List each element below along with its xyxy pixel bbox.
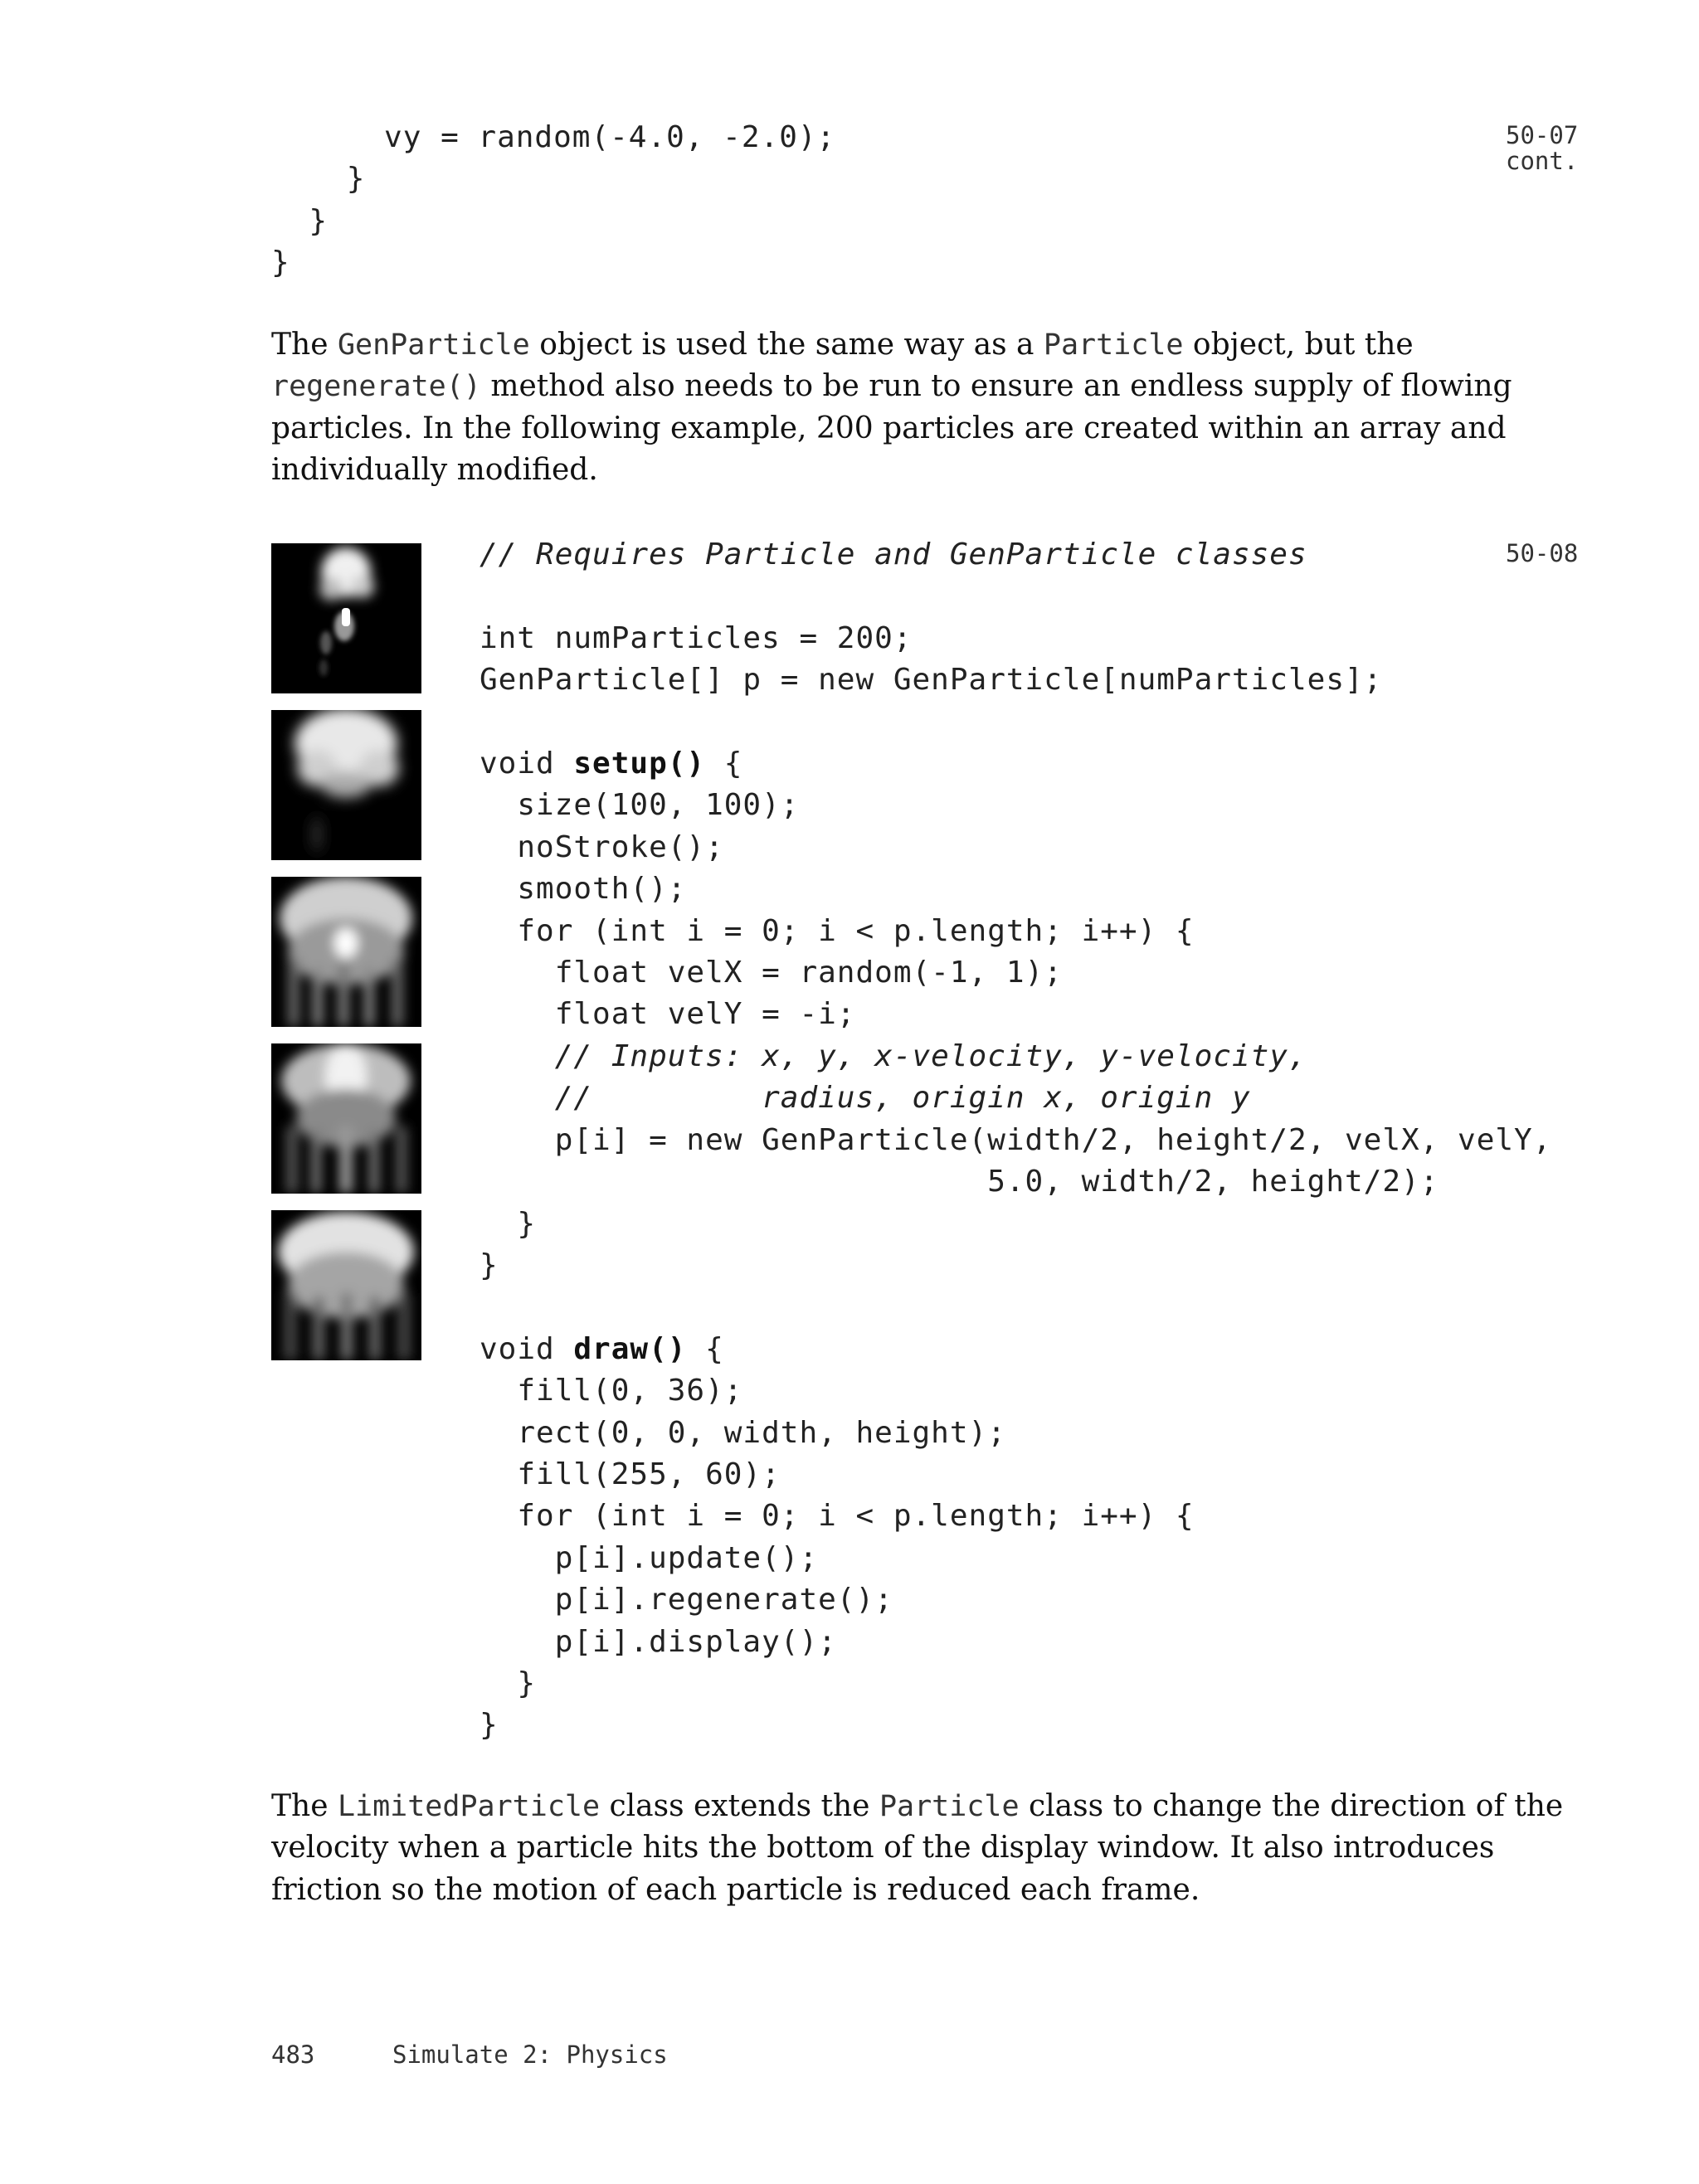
setup-function-name: setup() (573, 747, 706, 781)
draw-function-name: draw() (573, 1331, 687, 1366)
section-title: Simulate 2: Physics (392, 2041, 668, 2069)
inline-code-limitedparticle: LimitedParticle (337, 1790, 601, 1823)
paragraph-limitedparticle: The LimitedParticle class extends the Particle class to change the direction of the velocity when a particle hits the bottom of the display window. It also introduces friction so the motion of each particle is reduced each frame. (271, 1789, 1564, 1907)
example-frame-1 (271, 543, 421, 693)
code-block-continued: vy = random(-4.0, -2.0); } } } (271, 120, 836, 280)
inline-code-particle: Particle (1043, 328, 1184, 362)
inline-code-particle-2: Particle (879, 1790, 1020, 1823)
example-label: 50-08 (1506, 539, 1579, 567)
inline-code-regenerate: regenerate() (271, 370, 481, 404)
example-frame-3 (271, 877, 421, 1027)
example-label-continued: 50-07 cont. (1506, 121, 1579, 175)
inline-code-genparticle: GenParticle (337, 328, 530, 362)
example-frame-2 (271, 710, 421, 860)
paragraph-genparticle: The GenParticle object is used the same way as a Particle object, but the regenerate() method also needs to be run to ensure an endless supply of flowing particles. In the following example, 200 particles are created within an array and individually modified. (271, 328, 1512, 488)
code-block-genparticle-example: // Requires Particle and GenParticle classes int numParticles = 200; GenParticle[] p = new GenParticle[numParticles]; void setup() { size(100, 100); noStroke(); smooth(); for (int i = 0; i < p.length; i++) { float velX = random(-1, 1); float velY = -i; // Inputs: x, y, x-velocity, y-velocity, // radius, origin x, origin y p[i] = new GenParticle(width/2, height/2, velX, velY, 5.0, width/2, height/2); } } void draw() { fill(0, 36); rect(0, 0, width, height); fill(255, 60); for (int i = 0; i < p.length; i++) { p[i].update(); p[i].regenerate(); p[i].display(); } } (480, 537, 1552, 1743)
example-frame-4 (271, 1043, 421, 1194)
page-number: 483 (271, 2041, 315, 2069)
example-frame-5 (271, 1210, 421, 1360)
